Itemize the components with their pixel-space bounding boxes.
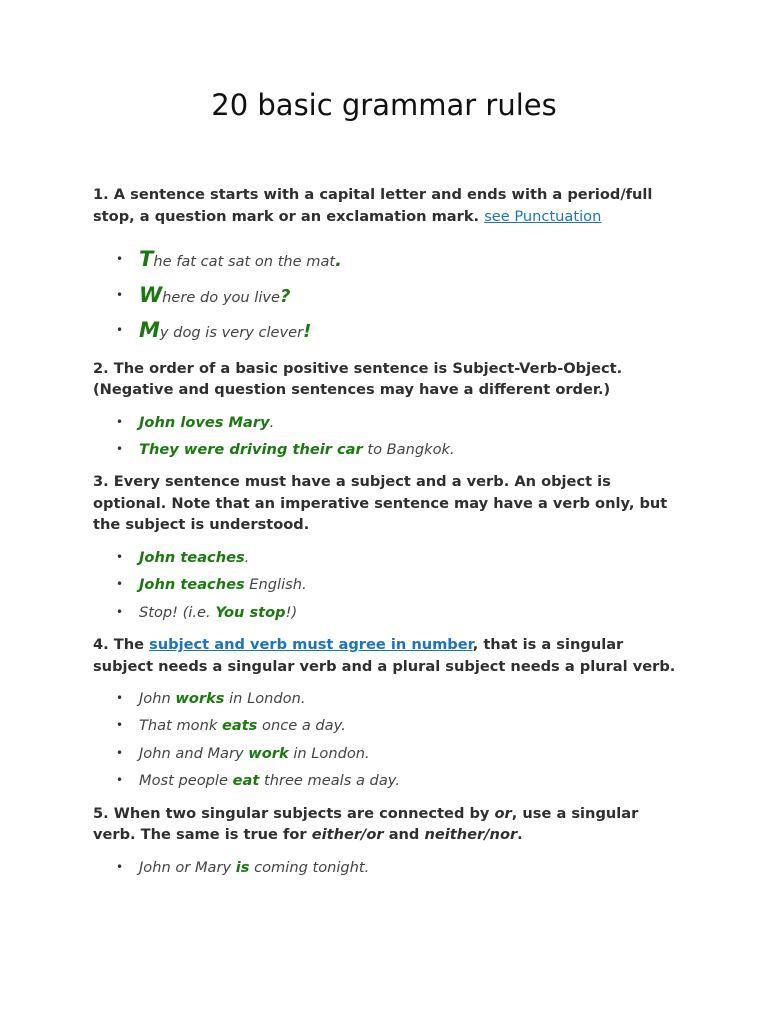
- punctuation-link[interactable]: see Punctuation: [484, 207, 602, 225]
- subject-verb-agreement-link[interactable]: subject and verb must agree in number: [149, 636, 473, 654]
- list-item: • That monk eats once a day.: [93, 712, 683, 739]
- bullet-icon: •: [116, 745, 124, 760]
- list-item: • Where do you live?: [93, 279, 683, 315]
- bullet-icon: •: [116, 773, 124, 788]
- list-item: • John and Mary work in London.: [93, 740, 683, 767]
- rule-4: 4. The subject and verb must agree in number, that is a singular subject needs a singular verb and a plural subject needs a plural verb.: [93, 636, 676, 675]
- list-item: • John loves Mary.: [93, 409, 683, 436]
- rule-5: 5. When two singular subjects are connected by or, use a singular verb. The same is true for either/or and neither/nor.: [93, 804, 639, 844]
- bullet-icon: •: [116, 287, 124, 302]
- bullet-icon: •: [116, 323, 124, 337]
- rule-5-examples: [93, 854, 683, 881]
- bullet-icon: •: [116, 252, 124, 266]
- bullet-icon: •: [116, 691, 124, 706]
- rule-2-examples: [93, 409, 683, 464]
- bullet-icon: •: [116, 718, 124, 733]
- list-item: • The fat cat sat on the mat.: [93, 243, 683, 279]
- list-item: • They were driving their car to Bangkok.: [93, 436, 683, 463]
- rule-2: 2. The order of a basic positive sentence is Subject-Verb-Object. (Negative and question sentences may have a different order.): [93, 359, 623, 398]
- rule-4-examples: [93, 685, 683, 795]
- rule-3: 3. Every sentence must have a subject and a verb. An object is optional. Note that an imperative sentence may have a verb only, but the subject is understood.: [93, 473, 668, 534]
- bullet-icon: •: [116, 414, 124, 429]
- list-item: • My dog is very clever!: [93, 314, 683, 350]
- list-item: • Most people eat three meals a day.: [93, 767, 683, 794]
- list-item: • John works in London.: [93, 685, 683, 712]
- bullet-icon: •: [116, 859, 124, 874]
- rule-1: [93, 184, 683, 227]
- page-title: 20 basic grammar rules: [211, 88, 557, 122]
- list-item: • Stop! (i.e. You stop!): [93, 599, 683, 626]
- bullet-icon: •: [116, 577, 124, 592]
- bullet-icon: •: [116, 441, 124, 456]
- list-item: • John teaches.: [93, 544, 683, 571]
- list-item: • John or Mary is coming tonight.: [93, 854, 683, 881]
- rule-1-text: 1. A sentence starts with a capital letter and ends with a period/full stop, a question mark or an exclamation mark.: [93, 186, 653, 225]
- rule-3-examples: [93, 544, 683, 626]
- rule-1-examples: [93, 243, 683, 350]
- bullet-icon: •: [116, 604, 124, 619]
- list-item: • John teaches English.: [93, 571, 683, 598]
- document-body: [93, 184, 683, 881]
- bullet-icon: •: [116, 549, 124, 564]
